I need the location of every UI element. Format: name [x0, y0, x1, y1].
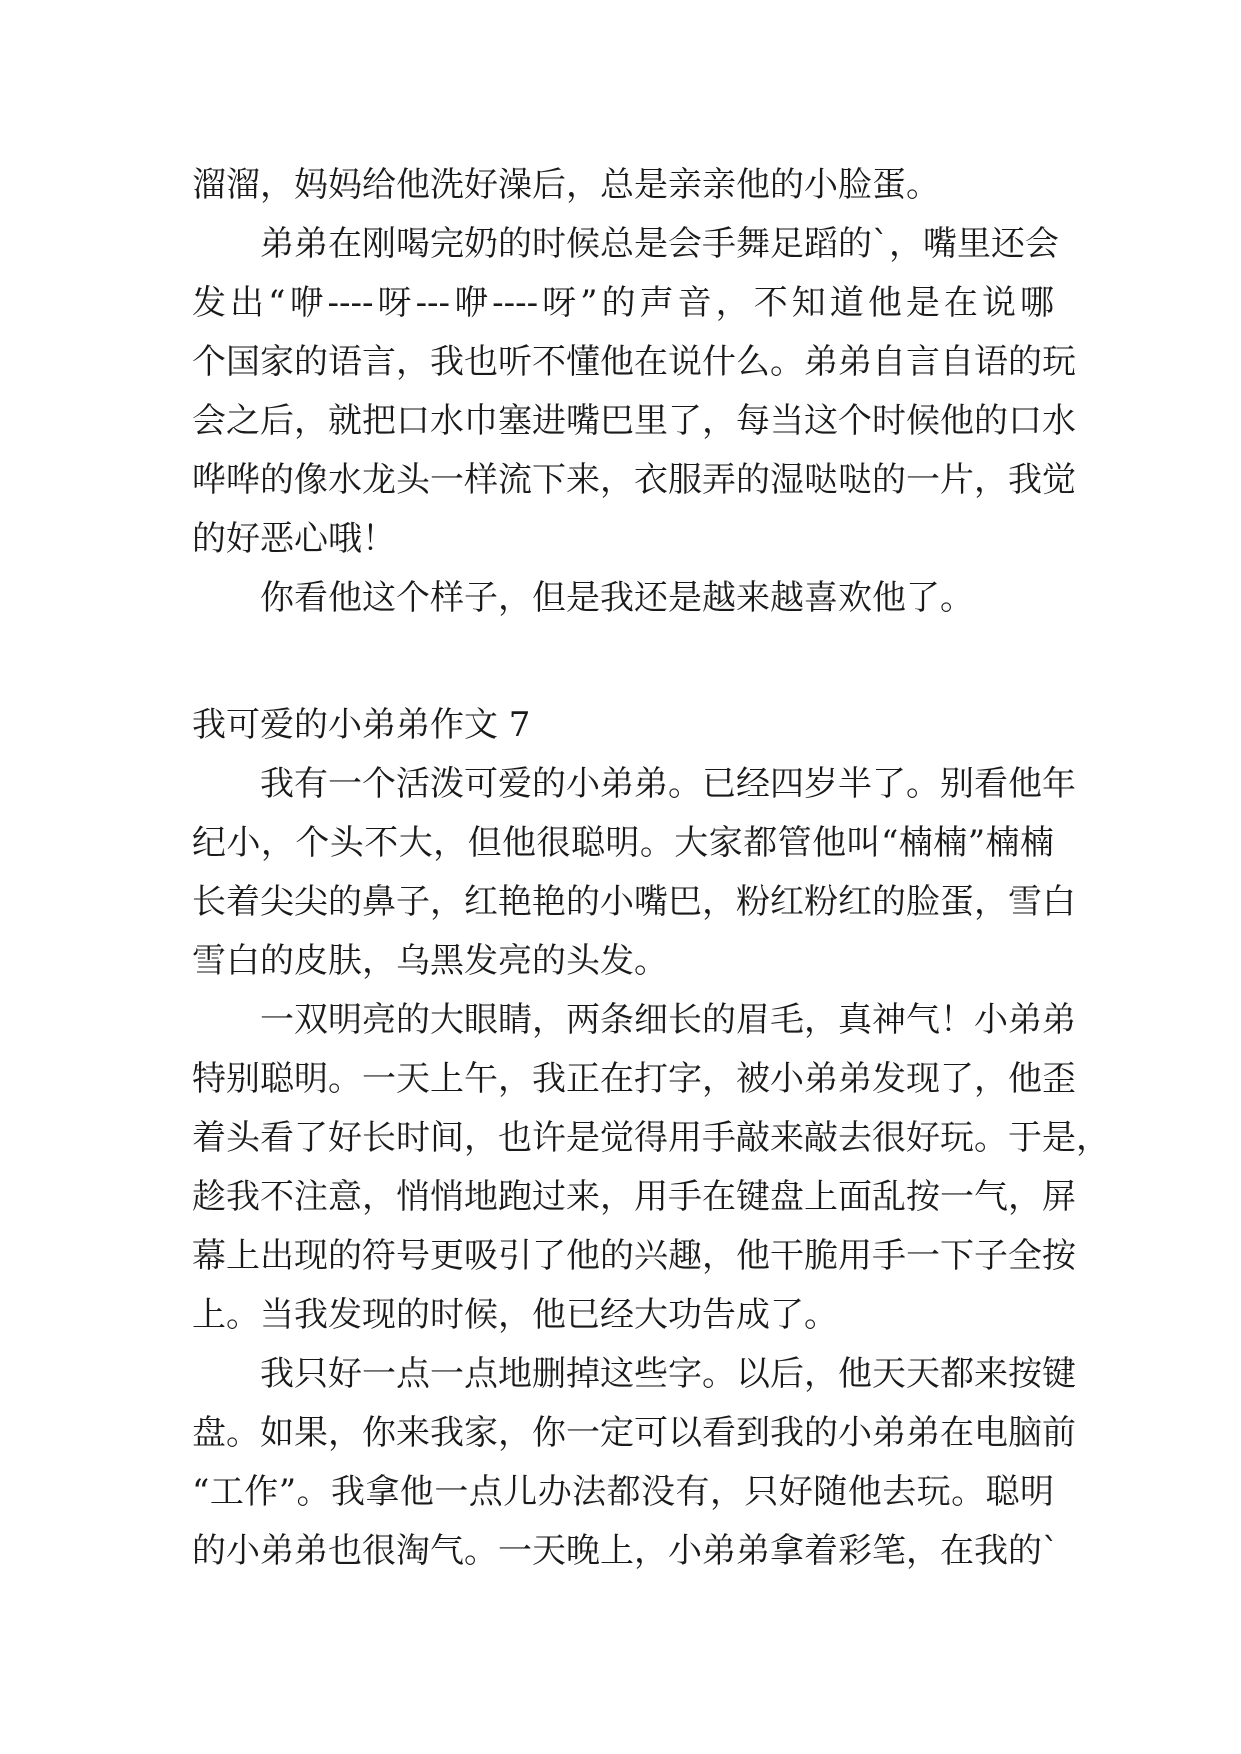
text-line: 个国家的语言，我也听不懂他在说什么。弟弟自言自语的玩: [192, 342, 1076, 382]
paragraph-4: [192, 755, 1076, 991]
text-line: 雪白的皮肤，乌黑发亮的头发。: [192, 941, 668, 981]
text-line: 会之后，就把口水巾塞进嘴巴里了，每当这个时候他的口水: [192, 401, 1076, 441]
text-line: 趁我不注意，悄悄地跑过来，用手在键盘上面乱按一气，屏: [192, 1177, 1076, 1217]
text-line: 哗哗的像水龙头一样流下来，衣服弄的湿哒哒的一片，我觉: [192, 460, 1076, 500]
text-line: 长着尖尖的鼻子，红艳艳的小嘴巴，粉红粉红的脸蛋，雪白: [192, 882, 1076, 922]
text-line: 幕上出现的符号更吸引了他的兴趣，他干脆用手一下子全按: [192, 1236, 1076, 1276]
text-line: 盘。如果，你来我家，你一定可以看到我的小弟弟在电脑前: [192, 1413, 1076, 1453]
text-line: 弟弟在刚喝完奶的时候总是会手舞足蹈的`，嘴里还会: [260, 224, 1059, 264]
essay-title: 我可爱的小弟弟作文 7: [192, 705, 531, 745]
text-line: 特别聪明。一天上午，我正在打字，被小弟弟发现了，他歪: [192, 1059, 1076, 1099]
text-line: 你看他这个样子，但是我还是越来越喜欢他了。: [260, 578, 974, 618]
text-line: 着头看了好长时间，也许是觉得用手敲来敲去很好玩。于是，: [192, 1118, 1110, 1158]
document-body: [192, 156, 1110, 1581]
text-line: 溜溜，妈妈给他洗好澡后，总是亲亲他的小脸蛋。: [192, 165, 940, 205]
text-line: 一双明亮的大眼睛，两条细长的眉毛，真神气！小弟弟: [260, 1000, 1076, 1040]
text-line: 发出“咿----呀---咿----呀”的声音，不知道他是在说哪: [192, 283, 1054, 323]
paragraph-3: [192, 569, 1054, 628]
text-line: “工作”。我拿他一点儿办法都没有，只好随他去玩。聪明: [192, 1472, 1054, 1512]
paragraph-2: [192, 215, 1076, 569]
paragraph-5: [192, 991, 1110, 1345]
text-line: 上。当我发现的时候，他已经大功告成了。: [192, 1295, 838, 1335]
paragraph-6: [192, 1345, 1076, 1581]
text-line: 我只好一点一点地删掉这些字。以后，他天天都来按键: [260, 1354, 1076, 1394]
text-line: 的好恶心哦！: [192, 519, 396, 559]
text-line: 的小弟弟也很淘气。一天晚上，小弟弟拿着彩笔，在我的`: [192, 1531, 1059, 1571]
paragraph-1: [192, 156, 1054, 215]
text-line: 纪小，个头不大，但他很聪明。大家都管他叫“楠楠”楠楠: [192, 823, 1054, 863]
text-line: 我有一个活泼可爱的小弟弟。已经四岁半了。别看他年: [260, 764, 1076, 804]
